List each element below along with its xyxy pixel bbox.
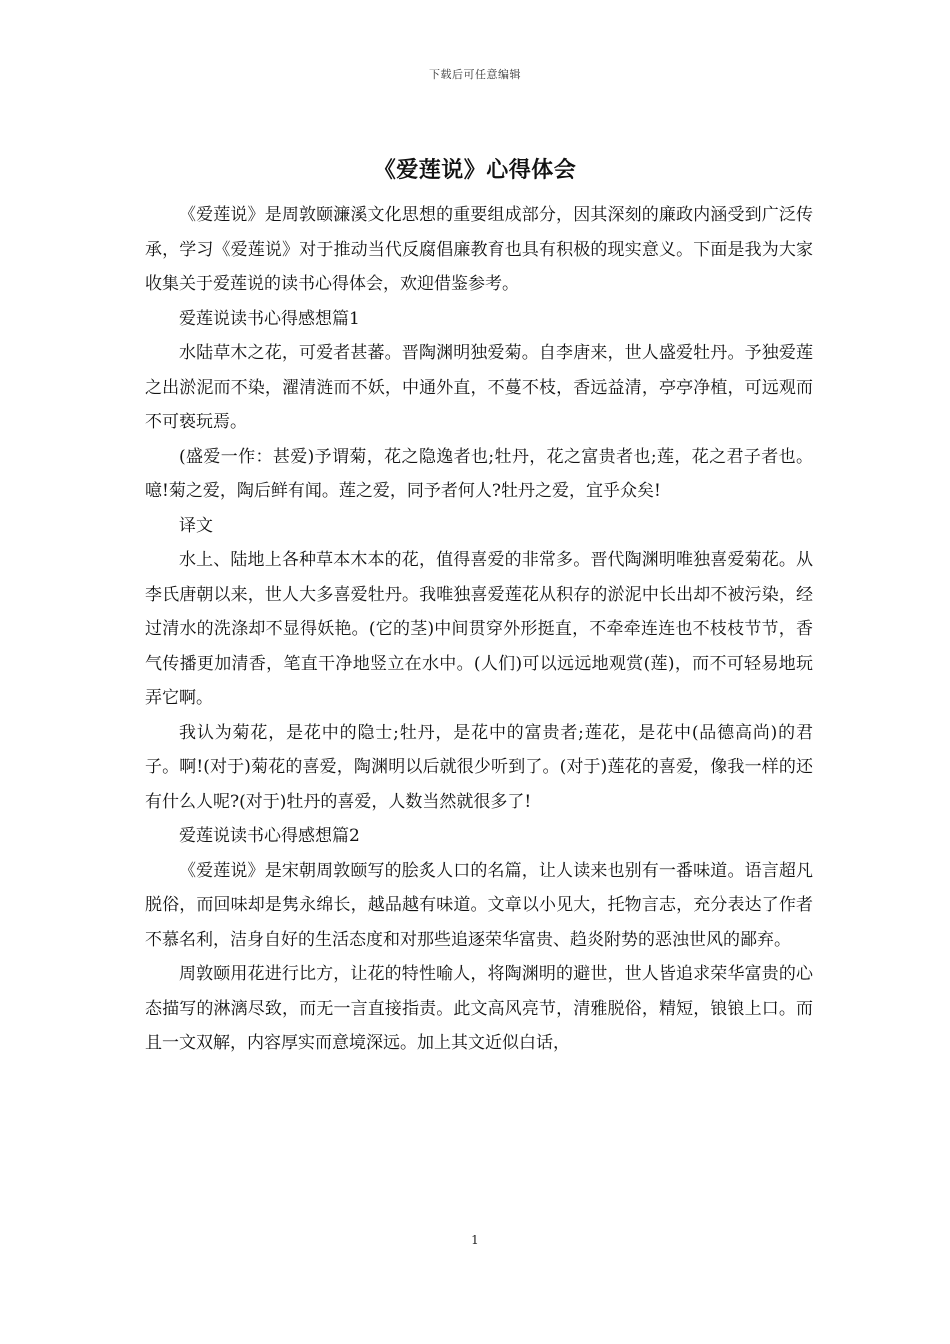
header-note: 下载后可任意编辑 [429,68,521,81]
paragraph-translation-2: 我认为菊花，是花中的隐士;牡丹，是花中的富贵者;莲花，是花中(品德高尚)的君子。啊!(对于)菊花的喜爱，陶渊明以后就很少听到了。(对于)莲花的喜爱，像我一样的还有什么人呢?(对于)牡丹的喜爱，人数当然就很多了! [145,722,813,812]
paragraph-essay-1: 《爱莲说》是宋朝周敦颐写的脍炙人口的名篇，让人读来也别有一番味道。语言超凡脱俗，而回味却是隽永绵长，越品越有味道。文章以小见大，托物言志，充分表达了作者不慕名利，洁身自好的生活态度和对那些追逐荣华富贵、趋炎附势的恶浊世风的鄙弃。 [145,860,813,950]
paragraph-translation-1: 水上、陆地上各种草本木本的花，值得喜爱的非常多。晋代陶渊明唯独喜爱菊花。从李氏唐朝以来，世人大多喜爱牡丹。我唯独喜爱莲花从积存的淤泥中长出却不被污染，经过清水的洗涤却不显得妖艳。(它的茎)中间贯穿外形挺直，不牵牵连连也不枝枝节节，香气传播更加清香，笔直干净地竖立在水中。(人们)可以远远地观赏(莲)，而不可轻易地玩弄它啊。 [145,550,813,708]
page-number: 1 [471,1233,479,1247]
section-heading-2: 爱莲说读书心得感想篇2 [179,826,360,846]
paragraph-original-1: 水陆草木之花，可爱者甚蕃。晋陶渊明独爱菊。自李唐来，世人盛爱牡丹。予独爱莲之出淤泥而不染，濯清涟而不妖，中通外直，不蔓不枝，香远益清，亭亭净植，可远观而不可亵玩焉。 [145,343,813,432]
paragraph-essay-2: 周敦颐用花进行比方，让花的特性喻人，将陶渊明的避世，世人皆追求荣华富贵的心态描写的淋漓尽致，而无一言直接指责。此文高风亮节，清雅脱俗，精短，锒锒上口。而且一文双解，内容厚实而意境深远。加上其文近似白话， [145,964,813,1053]
paragraph-intro: 《爱莲说》是周敦颐濂溪文化思想的重要组成部分，因其深刻的廉政内涵受到广泛传承，学习《爱莲说》对于推动当代反腐倡廉教育也具有积极的现实意义。下面是我为大家收集关于爱莲说的读书心得体会，欢迎借鉴参考。 [145,205,813,294]
paragraph-original-2: (盛爱一作：甚爱)予谓菊，花之隐逸者也;牡丹，花之富贵者也;莲，花之君子者也。噫!菊之爱，陶后鲜有闻。莲之爱，同予者何人?牡丹之爱，宜乎众矣! [145,446,813,501]
section-heading-1: 爱莲说读书心得感想篇1 [179,308,360,329]
translation-heading: 译文 [179,515,213,536]
document-title: 《爱莲说》心得体会 [373,158,577,183]
document-body [145,198,813,1061]
